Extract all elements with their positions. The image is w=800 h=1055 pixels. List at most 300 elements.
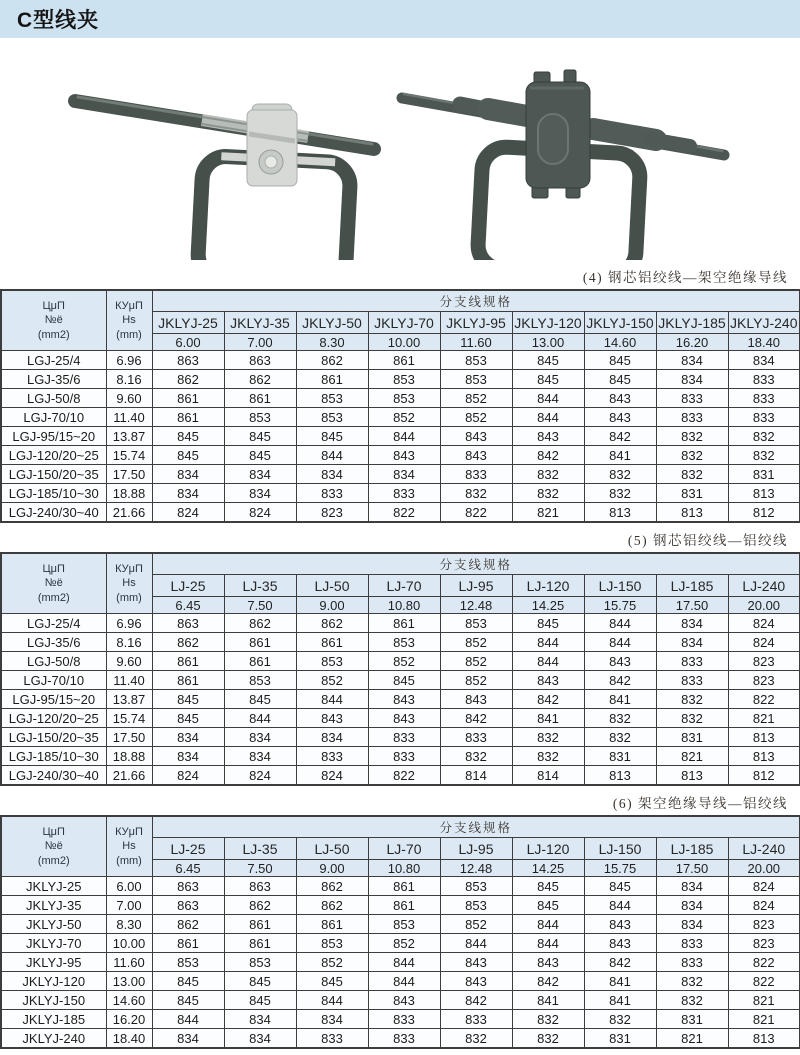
value-cell: 853 [296, 408, 368, 427]
product-figures [0, 38, 800, 260]
value-cell: 852 [440, 671, 512, 690]
value-cell: 821 [728, 709, 800, 728]
branch-column-header: LJ-150 [584, 838, 656, 860]
value-cell: 844 [296, 690, 368, 709]
value-cell: 844 [512, 652, 584, 671]
value-cell: 842 [584, 671, 656, 690]
branch-column-header: JKLYJ-150 [584, 312, 656, 334]
value-cell: 832 [440, 484, 512, 503]
table-row [1, 446, 800, 465]
row-label-cell: JKLYJ-120 [1, 972, 106, 991]
main-line-header-line: №ё [44, 840, 63, 853]
row-hs-cell: 11.60 [106, 953, 152, 972]
row-hs-cell: 18.88 [106, 484, 152, 503]
row-hs-cell: 8.30 [106, 915, 152, 934]
value-cell: 813 [728, 728, 800, 747]
table-row [1, 465, 800, 484]
row-label-cell: LGJ-240/30~40 [1, 503, 106, 523]
value-cell: 833 [440, 465, 512, 484]
value-cell: 832 [656, 972, 728, 991]
branch-column-size: 14.25 [512, 597, 584, 614]
value-cell: 834 [224, 747, 296, 766]
value-cell: 814 [440, 766, 512, 786]
value-cell: 852 [440, 633, 512, 652]
table-row [1, 370, 800, 389]
hs-header-line: КУμП [115, 300, 143, 313]
value-cell: 824 [152, 503, 224, 523]
header-row-group [1, 816, 800, 838]
branch-spec-group-header: 分支线规格 [152, 553, 800, 575]
value-cell: 823 [728, 915, 800, 934]
table-row [1, 766, 800, 786]
branch-column-size: 7.50 [224, 597, 296, 614]
value-cell: 852 [296, 671, 368, 690]
value-cell: 844 [368, 953, 440, 972]
value-cell: 852 [368, 652, 440, 671]
value-cell: 853 [224, 408, 296, 427]
clamp-illustration-dark [388, 38, 752, 260]
branch-column-size: 11.60 [440, 334, 512, 351]
table-row [1, 484, 800, 503]
value-cell: 861 [152, 408, 224, 427]
value-cell: 863 [152, 351, 224, 370]
branch-column-header: LJ-120 [512, 838, 584, 860]
table-row [1, 934, 800, 953]
branch-column-header: LJ-185 [656, 838, 728, 860]
value-cell: 833 [368, 1010, 440, 1029]
branch-column-size: 6.00 [152, 334, 224, 351]
value-cell: 861 [152, 934, 224, 953]
value-cell: 863 [224, 877, 296, 896]
table-row [1, 1029, 800, 1049]
value-cell: 853 [152, 953, 224, 972]
value-cell: 823 [728, 652, 800, 671]
page-title-bar [0, 0, 800, 38]
value-cell: 845 [152, 427, 224, 446]
branch-column-header: JKLYJ-70 [368, 312, 440, 334]
hs-header [106, 816, 152, 877]
value-cell: 822 [368, 766, 440, 786]
branch-column-size: 20.00 [728, 860, 800, 877]
table-row [1, 1010, 800, 1029]
value-cell: 824 [152, 766, 224, 786]
value-cell: 834 [152, 1029, 224, 1049]
row-label-cell: LGJ-120/20~25 [1, 446, 106, 465]
value-cell: 833 [656, 389, 728, 408]
value-cell: 861 [224, 652, 296, 671]
row-label-cell: JKLYJ-35 [1, 896, 106, 915]
value-cell: 852 [440, 389, 512, 408]
value-cell: 863 [152, 614, 224, 633]
value-cell: 845 [224, 427, 296, 446]
value-cell: 844 [296, 446, 368, 465]
value-cell: 823 [728, 934, 800, 953]
value-cell: 832 [656, 446, 728, 465]
row-label-cell: LGJ-240/30~40 [1, 766, 106, 786]
main-line-header-line: ЦμП [42, 300, 65, 313]
row-label-cell: JKLYJ-50 [1, 915, 106, 934]
value-cell: 843 [512, 427, 584, 446]
branch-column-size: 17.50 [656, 860, 728, 877]
value-cell: 853 [440, 351, 512, 370]
branch-column-header: LJ-25 [152, 575, 224, 597]
row-hs-cell: 18.88 [106, 747, 152, 766]
value-cell: 824 [728, 633, 800, 652]
value-cell: 832 [512, 747, 584, 766]
row-hs-cell: 8.16 [106, 633, 152, 652]
table-row [1, 408, 800, 427]
value-cell: 833 [656, 671, 728, 690]
main-line-header-line: №ё [44, 314, 63, 327]
row-hs-cell: 13.00 [106, 972, 152, 991]
table-row [1, 896, 800, 915]
value-cell: 842 [512, 690, 584, 709]
row-label-cell: JKLYJ-95 [1, 953, 106, 972]
row-label-cell: LGJ-50/8 [1, 652, 106, 671]
value-cell: 853 [368, 633, 440, 652]
hs-header [106, 553, 152, 614]
value-cell: 861 [152, 671, 224, 690]
spec-tables [0, 266, 800, 1049]
value-cell: 845 [584, 351, 656, 370]
value-cell: 853 [440, 370, 512, 389]
value-cell: 861 [152, 652, 224, 671]
branch-column-header: LJ-70 [368, 838, 440, 860]
row-hs-cell: 21.66 [106, 503, 152, 523]
value-cell: 824 [728, 614, 800, 633]
branch-column-header: JKLYJ-50 [296, 312, 368, 334]
value-cell: 834 [656, 896, 728, 915]
row-hs-cell: 13.87 [106, 690, 152, 709]
header-row-group [1, 290, 800, 312]
value-cell: 853 [440, 896, 512, 915]
value-cell: 813 [728, 1029, 800, 1049]
main-line-header-line: (mm2) [37, 328, 70, 341]
value-cell: 831 [656, 1010, 728, 1029]
branch-column-header: LJ-150 [584, 575, 656, 597]
branch-column-header: LJ-35 [224, 575, 296, 597]
branch-column-size: 12.48 [440, 597, 512, 614]
hs-header-line: Hs [122, 577, 136, 590]
value-cell: 832 [656, 690, 728, 709]
branch-column-size: 14.25 [512, 860, 584, 877]
row-hs-cell: 18.40 [106, 1029, 152, 1049]
value-cell: 844 [584, 614, 656, 633]
value-cell: 834 [296, 728, 368, 747]
value-cell: 853 [368, 389, 440, 408]
table-row [1, 953, 800, 972]
branch-column-header: LJ-120 [512, 575, 584, 597]
row-label-cell: LGJ-185/10~30 [1, 484, 106, 503]
value-cell: 841 [584, 972, 656, 991]
table-row [1, 728, 800, 747]
row-label-cell: LGJ-95/15~20 [1, 427, 106, 446]
row-label-cell: LGJ-50/8 [1, 389, 106, 408]
value-cell: 853 [440, 877, 512, 896]
value-cell: 831 [584, 1029, 656, 1049]
branch-column-header: JKLYJ-35 [224, 312, 296, 334]
value-cell: 843 [584, 389, 656, 408]
value-cell: 844 [512, 408, 584, 427]
branch-column-size: 18.40 [728, 334, 800, 351]
value-cell: 861 [224, 934, 296, 953]
value-cell: 823 [296, 503, 368, 523]
value-cell: 834 [152, 484, 224, 503]
row-label-cell: LGJ-150/20~35 [1, 465, 106, 484]
value-cell: 834 [224, 1010, 296, 1029]
value-cell: 832 [656, 465, 728, 484]
value-cell: 832 [656, 427, 728, 446]
branch-column-size: 15.75 [584, 597, 656, 614]
value-cell: 821 [656, 747, 728, 766]
value-cell: 863 [152, 896, 224, 915]
branch-column-size: 16.20 [656, 334, 728, 351]
row-hs-cell: 6.96 [106, 351, 152, 370]
row-hs-cell: 17.50 [106, 465, 152, 484]
value-cell: 853 [296, 652, 368, 671]
value-cell: 845 [512, 896, 584, 915]
main-line-header [1, 553, 106, 614]
value-cell: 845 [368, 671, 440, 690]
value-cell: 832 [440, 747, 512, 766]
row-hs-cell: 9.60 [106, 652, 152, 671]
value-cell: 844 [368, 427, 440, 446]
value-cell: 833 [728, 408, 800, 427]
table-row [1, 972, 800, 991]
branch-column-size: 20.00 [728, 597, 800, 614]
value-cell: 822 [728, 953, 800, 972]
value-cell: 831 [656, 484, 728, 503]
value-cell: 845 [512, 877, 584, 896]
value-cell: 861 [296, 633, 368, 652]
row-hs-cell: 16.20 [106, 1010, 152, 1029]
value-cell: 821 [728, 991, 800, 1010]
value-cell: 833 [296, 1029, 368, 1049]
value-cell: 844 [440, 934, 512, 953]
table-row [1, 690, 800, 709]
value-cell: 841 [584, 690, 656, 709]
value-cell: 832 [728, 446, 800, 465]
row-label-cell: JKLYJ-25 [1, 877, 106, 896]
value-cell: 853 [440, 614, 512, 633]
value-cell: 822 [440, 503, 512, 523]
value-cell: 833 [656, 953, 728, 972]
value-cell: 821 [728, 1010, 800, 1029]
row-label-cell: LGJ-150/20~35 [1, 728, 106, 747]
table-row [1, 427, 800, 446]
value-cell: 845 [152, 972, 224, 991]
value-cell: 843 [584, 934, 656, 953]
hs-header-line: (mm) [116, 328, 142, 341]
value-cell: 824 [296, 766, 368, 786]
value-cell: 834 [296, 1010, 368, 1029]
value-cell: 852 [368, 934, 440, 953]
branch-column-size: 12.48 [440, 860, 512, 877]
table-row [1, 351, 800, 370]
value-cell: 845 [512, 351, 584, 370]
value-cell: 861 [152, 389, 224, 408]
value-cell: 832 [584, 484, 656, 503]
value-cell: 831 [656, 728, 728, 747]
value-cell: 843 [368, 446, 440, 465]
value-cell: 843 [440, 690, 512, 709]
row-hs-cell: 6.96 [106, 614, 152, 633]
table-row [1, 709, 800, 728]
value-cell: 834 [152, 465, 224, 484]
value-cell: 845 [152, 709, 224, 728]
value-cell: 862 [296, 614, 368, 633]
value-cell: 852 [440, 915, 512, 934]
value-cell: 833 [440, 728, 512, 747]
value-cell: 841 [512, 709, 584, 728]
main-line-header [1, 290, 106, 351]
main-line-header-line: ЦμП [42, 826, 65, 839]
table-row [1, 915, 800, 934]
branch-column-header: LJ-95 [440, 838, 512, 860]
value-cell: 862 [224, 614, 296, 633]
value-cell: 832 [584, 465, 656, 484]
value-cell: 814 [512, 766, 584, 786]
value-cell: 853 [368, 370, 440, 389]
branch-column-header: JKLYJ-120 [512, 312, 584, 334]
value-cell: 832 [728, 427, 800, 446]
value-cell: 852 [368, 408, 440, 427]
value-cell: 845 [584, 877, 656, 896]
row-label-cell: LGJ-25/4 [1, 351, 106, 370]
table-row [1, 389, 800, 408]
value-cell: 842 [584, 953, 656, 972]
spec-table [0, 289, 800, 523]
row-hs-cell: 14.60 [106, 991, 152, 1010]
value-cell: 845 [224, 972, 296, 991]
value-cell: 832 [656, 709, 728, 728]
value-cell: 845 [512, 370, 584, 389]
value-cell: 852 [440, 408, 512, 427]
row-hs-cell: 21.66 [106, 766, 152, 786]
branch-column-header: LJ-70 [368, 575, 440, 597]
value-cell: 843 [440, 446, 512, 465]
value-cell: 842 [584, 427, 656, 446]
hs-header-line: Hs [122, 840, 136, 853]
value-cell: 834 [224, 728, 296, 747]
value-cell: 834 [656, 877, 728, 896]
value-cell: 834 [224, 1029, 296, 1049]
value-cell: 834 [656, 351, 728, 370]
hs-header [106, 290, 152, 351]
table-caption: (6) 架空绝缘导线—铝绞线 [612, 796, 788, 811]
value-cell: 845 [152, 991, 224, 1010]
hs-header-line: КУμП [115, 826, 143, 839]
main-line-header-line: (mm2) [37, 854, 70, 867]
row-hs-cell: 10.00 [106, 934, 152, 953]
row-label-cell: JKLYJ-240 [1, 1029, 106, 1049]
value-cell: 842 [512, 446, 584, 465]
value-cell: 845 [224, 690, 296, 709]
value-cell: 861 [368, 877, 440, 896]
value-cell: 843 [440, 972, 512, 991]
row-label-cell: LGJ-25/4 [1, 614, 106, 633]
row-label-cell: LGJ-185/10~30 [1, 747, 106, 766]
value-cell: 824 [224, 766, 296, 786]
table-row [1, 503, 800, 523]
branch-column-size: 15.75 [584, 860, 656, 877]
value-cell: 832 [584, 728, 656, 747]
row-label-cell: LGJ-35/6 [1, 370, 106, 389]
row-hs-cell: 6.00 [106, 877, 152, 896]
value-cell: 862 [224, 370, 296, 389]
spec-table-section [0, 266, 800, 523]
value-cell: 845 [584, 370, 656, 389]
hs-header-line: КУμП [115, 563, 143, 576]
value-cell: 861 [296, 370, 368, 389]
table-row [1, 652, 800, 671]
value-cell: 831 [584, 747, 656, 766]
header-row-group [1, 553, 800, 575]
value-cell: 842 [512, 972, 584, 991]
value-cell: 852 [296, 953, 368, 972]
value-cell: 853 [368, 915, 440, 934]
value-cell: 845 [296, 427, 368, 446]
value-cell: 832 [440, 1029, 512, 1049]
value-cell: 861 [224, 633, 296, 652]
value-cell: 853 [224, 953, 296, 972]
value-cell: 862 [152, 915, 224, 934]
value-cell: 834 [224, 465, 296, 484]
value-cell: 813 [584, 503, 656, 523]
value-cell: 863 [224, 351, 296, 370]
spec-table [0, 552, 800, 786]
value-cell: 844 [584, 633, 656, 652]
value-cell: 844 [512, 389, 584, 408]
value-cell: 843 [368, 709, 440, 728]
branch-column-size: 7.00 [224, 334, 296, 351]
value-cell: 845 [224, 446, 296, 465]
row-hs-cell: 17.50 [106, 728, 152, 747]
value-cell: 862 [152, 633, 224, 652]
value-cell: 832 [512, 465, 584, 484]
branch-column-header: JKLYJ-95 [440, 312, 512, 334]
table-row [1, 991, 800, 1010]
branch-column-size: 6.45 [152, 860, 224, 877]
value-cell: 813 [584, 766, 656, 786]
row-hs-cell: 11.40 [106, 408, 152, 427]
value-cell: 831 [728, 465, 800, 484]
clamp-illustration-light [50, 46, 382, 260]
value-cell: 844 [368, 972, 440, 991]
value-cell: 832 [512, 728, 584, 747]
branch-column-size: 6.45 [152, 597, 224, 614]
value-cell: 833 [296, 484, 368, 503]
value-cell: 823 [728, 671, 800, 690]
branch-column-size: 8.30 [296, 334, 368, 351]
row-label-cell: LGJ-70/10 [1, 408, 106, 427]
branch-column-header: LJ-50 [296, 838, 368, 860]
branch-column-size: 10.00 [368, 334, 440, 351]
branch-column-header: LJ-95 [440, 575, 512, 597]
value-cell: 813 [728, 484, 800, 503]
value-cell: 841 [584, 446, 656, 465]
spec-table-section [0, 792, 800, 1049]
branch-column-header: LJ-50 [296, 575, 368, 597]
value-cell: 813 [656, 503, 728, 523]
branch-column-size: 14.60 [584, 334, 656, 351]
branch-spec-group-header: 分支线规格 [152, 816, 800, 838]
value-cell: 843 [368, 991, 440, 1010]
clamp-photo-bare [50, 46, 382, 265]
value-cell: 843 [296, 709, 368, 728]
value-cell: 833 [656, 652, 728, 671]
table-row [1, 877, 800, 896]
